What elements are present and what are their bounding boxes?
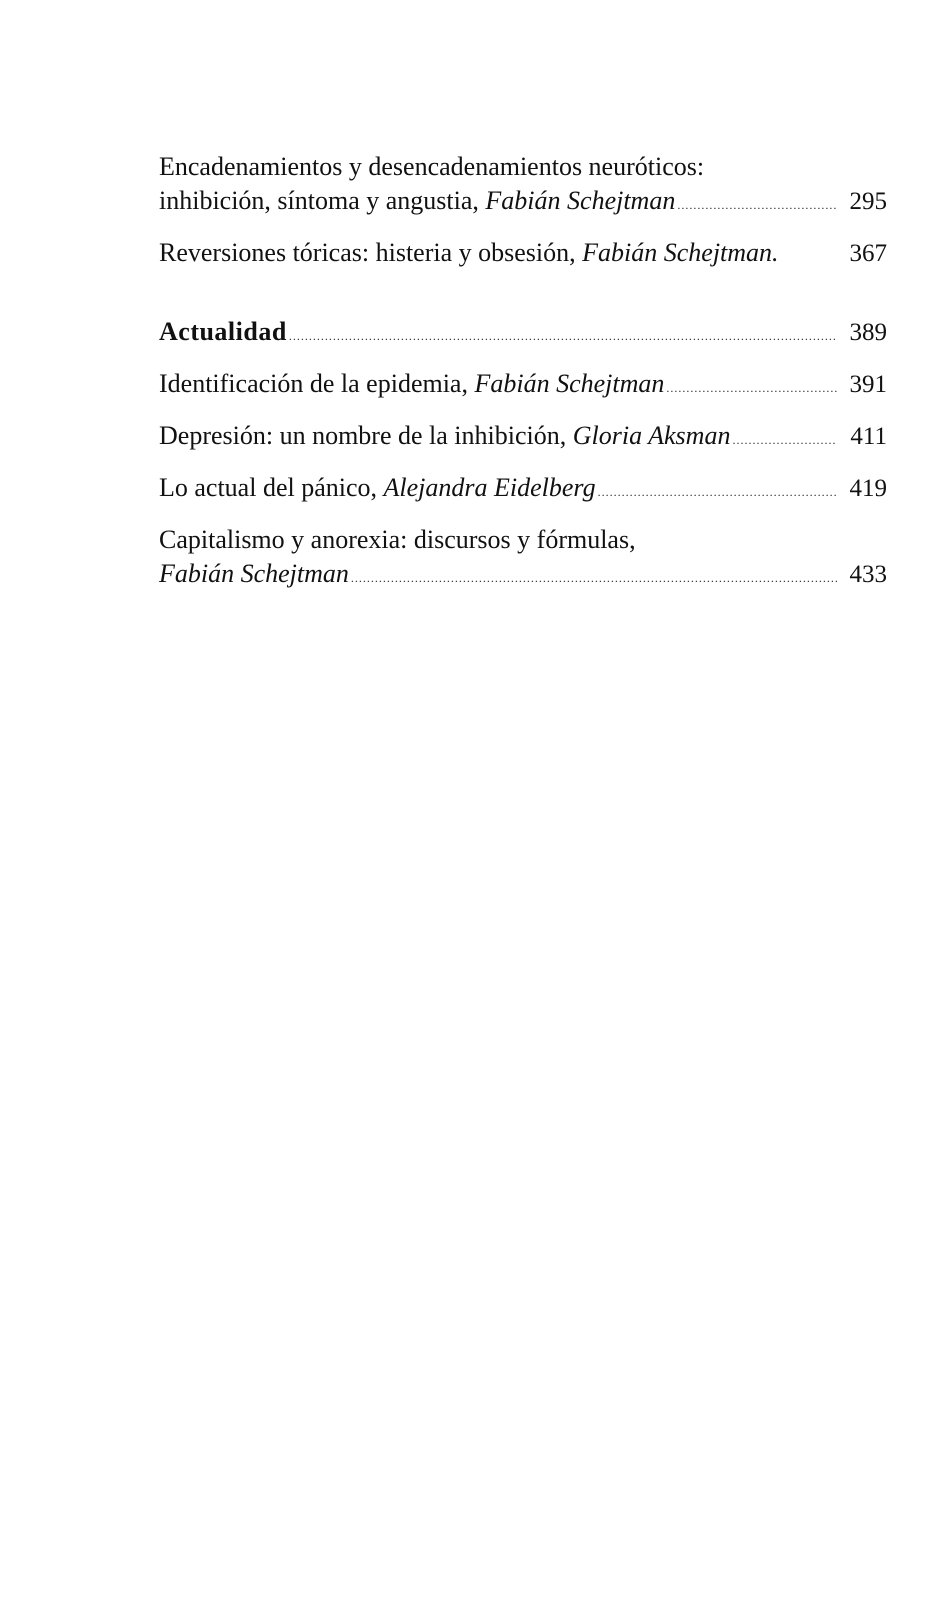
section-page-number: 389: [849, 319, 887, 346]
section-title: Actualidad: [159, 317, 287, 346]
toc-entry-first-line: [159, 150, 887, 184]
dot-leader: [666, 371, 837, 405]
toc-entry-author: Fabián Schejtman.: [582, 238, 779, 267]
toc-entry-title-line1: Encadenamientos y desencadenamientos neuróticos:: [159, 152, 705, 181]
dot-leader: [732, 423, 837, 457]
dot-leader: [289, 319, 837, 353]
toc-entry-page-number: 433: [849, 561, 887, 588]
toc-entry-page-number: 411: [850, 423, 887, 450]
toc-entry-author: Alejandra Eidelberg: [383, 473, 596, 502]
toc-entry[interactable]: [159, 471, 887, 509]
toc-entry-title: [159, 557, 349, 591]
dot-leader: [677, 188, 837, 222]
toc-entry-last-line: [159, 557, 887, 595]
toc-entry-line: [159, 419, 887, 457]
toc-entry-author: Fabián Schejtman: [474, 369, 665, 398]
toc-entry-line: [159, 236, 887, 271]
toc-entry-page-number: 367: [849, 240, 887, 267]
toc-entry-title: Lo actual del pánico, Alejandra Eidelberg: [159, 473, 596, 502]
toc-section-heading[interactable]: [159, 315, 887, 353]
toc-entry-line: [159, 471, 887, 509]
toc-entry[interactable]: [159, 367, 887, 405]
toc-entry-page-number: 295: [849, 188, 887, 215]
toc-entry-title-line1: Capitalismo y anorexia: discursos y fórmulas,: [159, 525, 636, 554]
toc-entry-author: Gloria Aksman: [572, 421, 731, 450]
toc-entry[interactable]: [159, 150, 887, 222]
dot-leader: [351, 561, 837, 595]
toc-entry-title: Depresión: un nombre de la inhibición, Gloria Aksman: [159, 421, 731, 450]
toc-section-line: [159, 315, 887, 353]
toc-entry-title: Identificación de la epidemia, Fabián Schejtman: [159, 369, 665, 398]
toc-entry-page-number: 419: [849, 475, 887, 502]
toc-entry-line: [159, 367, 887, 405]
table-of-contents: [159, 150, 887, 595]
toc-entry[interactable]: [159, 523, 887, 595]
toc-entry[interactable]: [159, 419, 887, 457]
toc-entry-page-number: 391: [849, 371, 887, 398]
toc-entry-first-line: [159, 523, 887, 557]
toc-entry-title: Reversiones tóricas: histeria y obsesión, Fabián Schejtman.: [159, 238, 779, 267]
toc-entry[interactable]: [159, 236, 887, 271]
toc-entry-author: Fabián Schejtman: [485, 186, 676, 215]
toc-entry-last-line: [159, 184, 887, 222]
toc-entry-author: Fabián Schejtman: [159, 559, 349, 588]
toc-entry-title: inhibición, síntoma y angustia, Fabián Schejtman: [159, 186, 676, 215]
dot-leader: [598, 475, 837, 509]
